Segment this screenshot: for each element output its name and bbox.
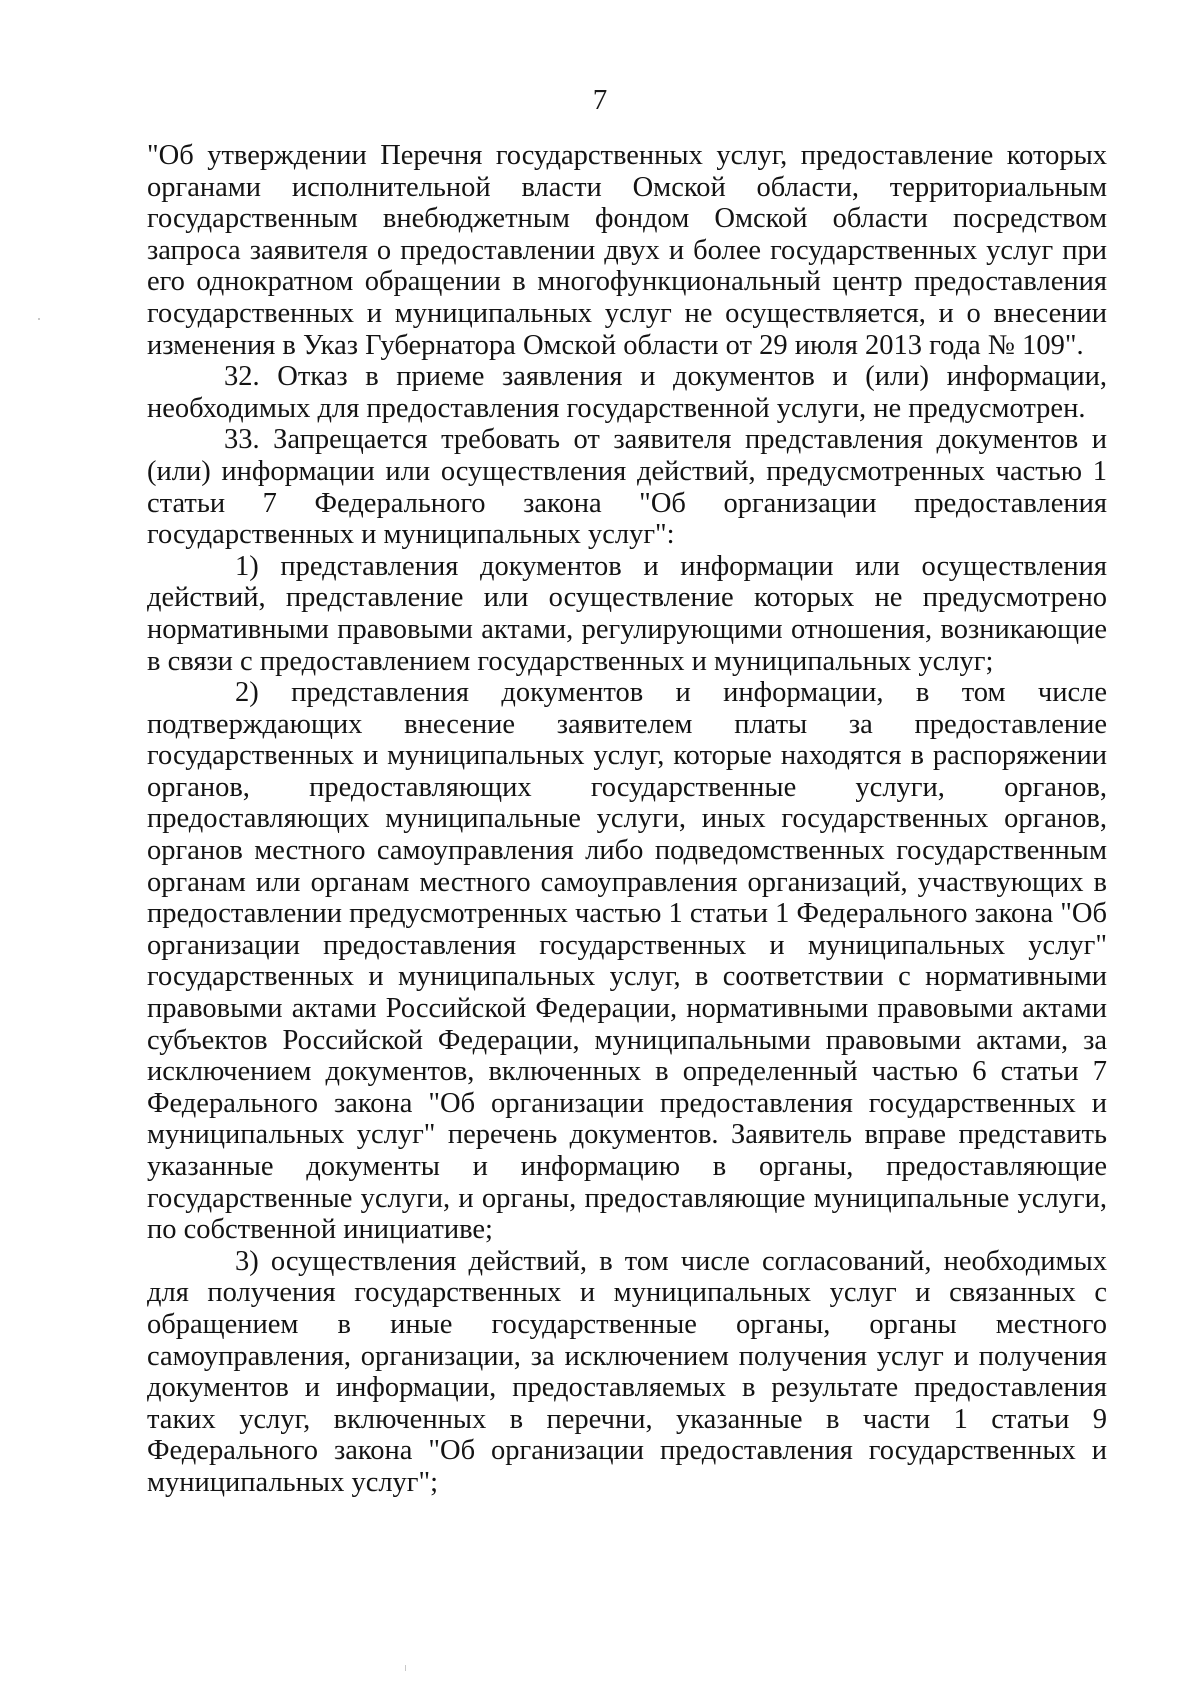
paragraph-intro-continuation: "Об утверждении Перечня государственных услуг, предоставление которых органами исполнительной власти Омской области, территориальным государственным внебюджетным фондом Омской области посредством запроса заявителя о предоставлении двух и более государственных услуг при его однократном обращении в многофункциональный центр предоставления государственных и муниципальных услуг не осуществляется, и о внесении изменения в Указ Губернатора Омской области от 29 июля 2013 года № 109".: [147, 140, 1107, 361]
page-number: 7: [592, 84, 608, 116]
scan-speck: [405, 1665, 406, 1671]
paragraph-subitem-3: 3) осуществления действий, в том числе согласований, необходимых для получения государственных и муниципальных услуг и связанных с обращением в иные государственные органы, органы местного самоуправления, организации, за исключением получения услуг и получения документов и информации, предоставляемых в результате предоставления таких услуг, включенных в перечни, указанные в части 1 статьи 9 Федерального закона "Об организации предоставления государственных и муниципальных услуг";: [147, 1245, 1107, 1498]
paragraph-subitem-2: 2) представления документов и информации, в том числе подтверждающих внесение заявителем платы за предоставление государственных и муниципальных услуг, которые находятся в распоряжении органов, предоставляющих государственные услуги, органов, предоставляющих муниципальные услуги, иных государственных органов, органов местного самоуправления либо подведомственных государственным органам или органам местного самоуправления организаций, участвующих в предоставлении предусмотренных частью 1 статьи 1 Федерального закона "Об организации предоставления государственных и муниципальных услуг" государственных и муниципальных услуг, в соответствии с нормативными правовыми актами Российской Федерации, нормативными правовыми актами субъектов Российской Федерации, муниципальными правовыми актами, за исключением документов, включенных в определенный частью 6 статьи 7 Федерального закона "Об организации предоставления государственных и муниципальных услуг" перечень документов. Заявитель вправе представить указанные документы и информацию в органы, предоставляющие государственные услуги, и органы, предоставляющие муниципальные услуги, по собственной инициативе;: [147, 677, 1107, 1246]
scan-speck: [38, 318, 40, 320]
paragraph-item-32: 32. Отказ в приеме заявления и документов и (или) информации, необходимых для предоставления государственной услуги, не предусмотрен.: [147, 361, 1107, 424]
paragraph-subitem-1: 1) представления документов и информации или осуществления действий, представление или осуществление которых не предусмотрено нормативными правовыми актами, регулирующими отношения, возникающие в связи с предоставлением государственных и муниципальных услуг;: [147, 550, 1107, 677]
document-body: [147, 140, 1107, 1499]
paragraph-item-33: 33. Запрещается требовать от заявителя представления документов и (или) информации или осуществления действий, предусмотренных частью 1 статьи 7 Федерального закона "Об организации предоставления государственных и муниципальных услуг":: [147, 424, 1107, 551]
